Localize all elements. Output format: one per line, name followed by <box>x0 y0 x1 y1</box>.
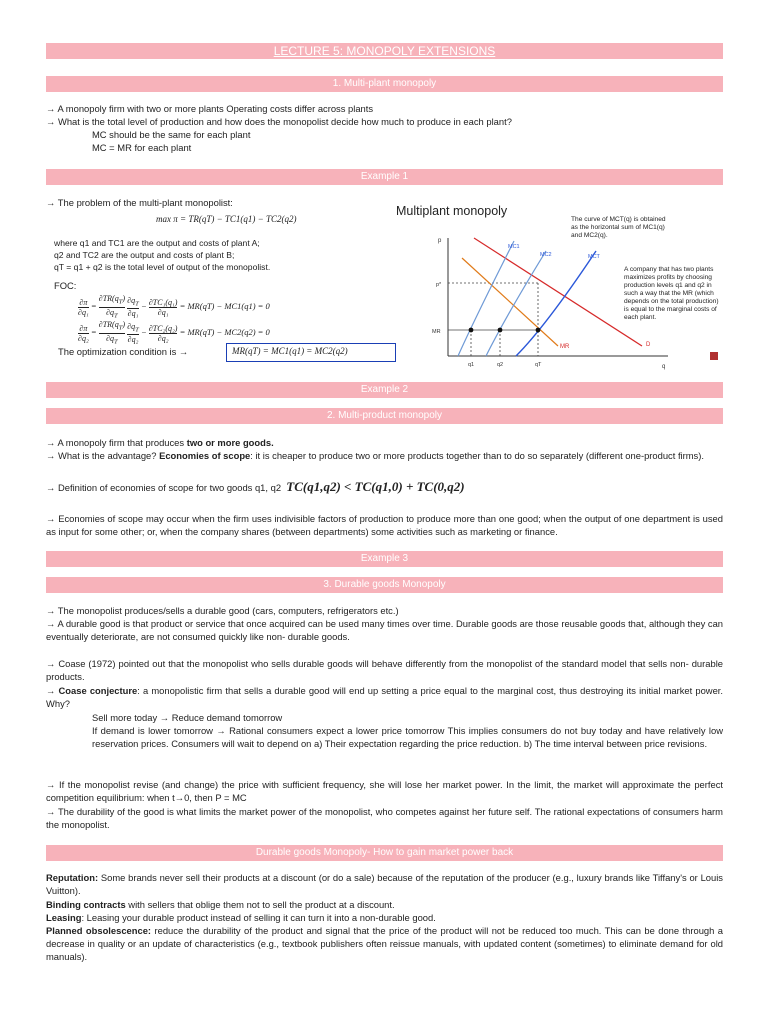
objective-formula: max π = TR(qT) − TC1(q1) − TC2(q2) <box>156 214 297 224</box>
mr-curve <box>462 258 558 346</box>
definitions-block <box>54 237 384 273</box>
section2-line2-text: → What is the advantage? <box>46 450 160 461</box>
section1-indent1: MC should be the same for each plant <box>92 129 251 140</box>
strategy-leasing-text: : Leasing your durable product instead of selling it can turn it into a non-durable good. <box>81 912 436 923</box>
strategy-reputation <box>46 872 723 898</box>
section2-line2-bold: Economies of scope <box>159 450 251 461</box>
y-axis-label: p <box>438 238 442 244</box>
section2-line3 <box>46 481 723 495</box>
section2-line2 <box>46 450 723 463</box>
foc-label: FOC: <box>54 280 77 291</box>
coase-bold: Coase conjecture <box>58 685 138 696</box>
section1-line1: → A monopoly firm with two or more plants Operating costs differ across plants <box>46 103 374 114</box>
section2-line1-bold: two or more goods. <box>186 437 274 448</box>
section3-line4 <box>46 685 723 711</box>
strategy-binding-text: with sellers that oblige them not to sell the product at a discount. <box>125 899 395 910</box>
section3-line6: If demand is lower tomorrow → Rational consumers expect a lower price tomorrow This implies consumers do not buy today and have relatively low reservation prices. Consumers will wait to depend on a) Their expectation regarding the price reduction. b) The time interval between price revisions. <box>92 725 723 749</box>
section1-line2: → What is the total level of production and how does the monopolist decide how much to produce in each plant? <box>46 116 512 127</box>
scope-formula: TC(q1,q2) < TC(q1,0) + TC(0,q2) <box>286 479 465 494</box>
section2-line2-post: : it is cheaper to produce two or more products together than to do so separately (different one-product firms). <box>250 450 704 461</box>
strategy-leasing <box>46 912 723 925</box>
equilibrium-point-q2 <box>498 328 503 333</box>
strategy-obsolescence-bold: Planned obsolescence: <box>46 925 152 936</box>
tick-q1: q1 <box>468 362 475 368</box>
strategy-reputation-bold: Reputation: <box>46 872 99 883</box>
section-heading-multiproduct: 2. Multi-product monopoly <box>46 408 723 424</box>
section3-line5: Sell more today → Reduce demand tomorrow <box>92 712 283 723</box>
example2-heading: Example 2 <box>46 382 723 398</box>
foc-equation-1: $\frac{\partial\pi}{\text{∂q₁}}$ = $\frac{\partial TR(q_T)}{\partial q_T}$ $\frac{\partial q_T}{\text{∂q₁}}$ − $\frac{\text{∂TC₁(q₁)}}{\text{∂q₁}}$ = MR(qT) − MC1(q1) = 0 <box>78 294 270 320</box>
strategy-binding-contracts <box>46 899 723 912</box>
university-logo-icon <box>710 352 718 360</box>
section-heading-market-power: Durable goods Monopoly- How to gain market power back <box>46 845 723 861</box>
section3-line2: → A durable good is that product or service that once acquired can be used many times over time. Durable goods are those reusable goods that, although they can eventually deteriorate, are not consumed quickly like non- durable goods. <box>46 618 723 642</box>
scope-definition-text: → Definition of economies of scope for two goods q1, q2 <box>46 482 282 493</box>
definition-plant-a: where q1 and TC1 are the output and costs of plant A; <box>54 238 260 248</box>
coase-prefix: → <box>46 685 59 696</box>
chart-svg <box>396 196 721 382</box>
page-title: LECTURE 5: MONOPOLY EXTENSIONS <box>46 43 723 59</box>
chart-title: Multiplant monopoly <box>396 204 508 218</box>
tick-qt: qT <box>535 362 542 368</box>
demand-label: D <box>646 342 651 348</box>
mc2-label: MC2 <box>540 252 552 258</box>
equilibrium-point-q1 <box>469 328 474 333</box>
foc2-rhs: = MR(qT) − MC2(q2) = 0 <box>179 327 270 338</box>
multiplant-chart <box>396 196 721 382</box>
section3-line8: → The durability of the good is what limits the market power of the monopolist, who competes against her future self. The rational expectations of consumers harm the monopolist. <box>46 806 723 830</box>
foc1-rhs: = MR(qT) − MC1(q1) = 0 <box>179 301 270 312</box>
section-heading-durable: 3. Durable goods Monopoly <box>46 577 723 593</box>
coase-text: : a monopolistic firm that sells a durable good will end up setting a price equal to the marginal cost, thus destroying its initial market power. Why? <box>46 685 724 709</box>
example1-heading: Example 1 <box>46 169 723 185</box>
equilibrium-point-qt <box>536 328 541 333</box>
section2-line1 <box>46 437 723 450</box>
section3-line7: → If the monopolist revise (and change) the price with sufficient frequency, she will lose her market power. In the limit, the market will approximate the perfect competition equilibrium: when t→0, then P = MC <box>46 779 723 803</box>
section1-indent2: MC = MR for each plant <box>92 142 192 153</box>
strategy-planned-obsolescence <box>46 925 723 963</box>
mct-label: MCT <box>588 254 600 260</box>
x-axis-label: q <box>662 364 666 370</box>
example1-intro: → The problem of the multi-plant monopolist: <box>46 197 233 208</box>
chart-note-right: A company that has two plants maximizes profits by choosing production levels q1 and q2 in such a way that the MR (which depends on the total production) is equal to the marginal costs of each plant. <box>624 266 719 321</box>
section2-line1-text: → A monopoly firm that produces <box>46 437 187 448</box>
chart-note-top: The curve of MCT(q) is obtained as the horizontal sum of MC1(q) and MC2(q). <box>571 216 666 239</box>
strategy-binding-bold: Binding contracts <box>46 899 126 910</box>
mc1-label: MC1 <box>508 244 520 250</box>
optimization-label: The optimization condition is → <box>58 346 189 357</box>
example3-heading: Example 3 <box>46 551 723 567</box>
section3-line3: → Coase (1972) pointed out that the monopolist who sells durable goods will behave differently from the monopolist of the standard model that sells non- durable products. <box>46 658 723 682</box>
mr-curve-label: MR <box>560 344 570 350</box>
mc2-curve <box>486 251 546 356</box>
foc-equation-2: $\frac{\partial\pi}{\text{∂q₂}}$ = $\frac{\partial TR(q_T)}{\partial q_T}$ $\frac{\partial q_T}{\text{∂q₂}}$ − $\frac{\text{∂TC₂(q₂)}}{\text{∂q₂}}$ = MR(qT) − MC2(q2) = 0 <box>78 320 270 346</box>
strategy-obsolescence-text: reduce the durability of the product and signal that the price of the product will not be reduced too much. This can be done through a decrease in quality or an update of characteristics (e.g., textbook publishers often reissue manuals, with updated content (sometimes) to eliminate demand for old manuals). <box>46 925 723 962</box>
section-heading-multiplant: 1. Multi-plant monopoly <box>46 76 723 92</box>
section2-para: → Economies of scope may occur when the firm uses indivisible factors of production to produce more than one good; when the output of one department is used as input for some other; or, when the company shares (between departments) some activities such as marketing or finance. <box>46 513 723 537</box>
definition-plant-b: q2 and TC2 are the output and costs of plant B; <box>54 250 235 260</box>
strategy-leasing-bold: Leasing <box>46 912 82 923</box>
mct-curve <box>516 251 596 356</box>
definition-total: qT = q1 + q2 is the total level of output of the monopolist. <box>54 262 271 272</box>
tick-q2: q2 <box>497 362 504 368</box>
strategy-reputation-text: Some brands never sell their products at a discount (or do a sale) because of the reputation of the producer (e.g., luxury brands like Tiffany's or Louis Vuitton). <box>46 872 723 896</box>
section3-line1: → The monopolist produces/sells a durable good (cars, computers, refrigerators etc.) <box>46 605 399 616</box>
p-star-label: p* <box>436 282 442 288</box>
optimization-formula: MR(qT) = MC1(q1) = MC2(q2) <box>232 346 348 356</box>
mr-level-label: MR <box>432 329 441 335</box>
